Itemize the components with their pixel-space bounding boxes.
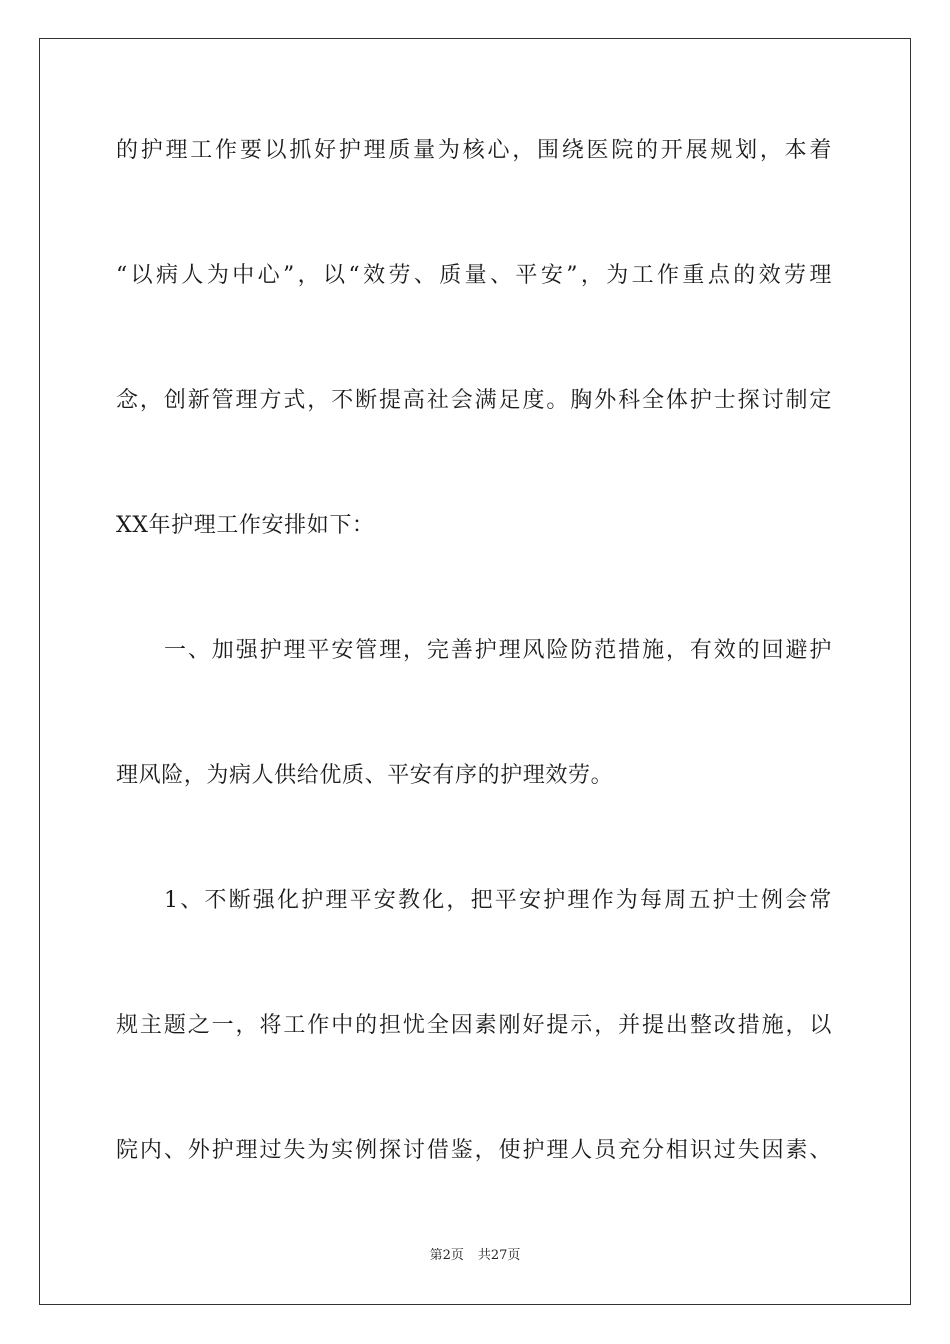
paragraph-line: 念，创新管理方式，不断提高社会满足度。胸外科全体护士探讨制定 xyxy=(116,388,832,413)
page-number: 第2页 xyxy=(429,1248,464,1263)
paragraph-line: 理风险，为病人供给优质、平安有序的护理效劳。 xyxy=(116,763,614,788)
page-border xyxy=(39,38,911,1305)
paragraph-line: 一、加强护理平安管理，完善护理风险防范措施，有效的回避护 xyxy=(164,638,832,663)
paragraph-line: 1、不断强化护理平安教化，把平安护理作为每周五护士例会常 xyxy=(164,888,832,913)
paragraph-line: XX年护理工作安排如下： xyxy=(116,513,375,538)
page-total: 共27页 xyxy=(477,1248,521,1263)
page-footer xyxy=(0,1247,950,1265)
paragraph-line: 的护理工作要以抓好护理质量为核心，围绕医院的开展规划，本着 xyxy=(116,138,832,163)
paragraph-line: “以病人为中心”，以“效劳、质量、平安”，为工作重点的效劳理 xyxy=(116,263,832,288)
paragraph-line: 院内、外护理过失为实例探讨借鉴，使护理人员充分相识过失因素、 xyxy=(116,1138,832,1163)
paragraph-line: 规主题之一，将工作中的担忧全因素刚好提示，并提出整改措施，以 xyxy=(116,1013,832,1038)
